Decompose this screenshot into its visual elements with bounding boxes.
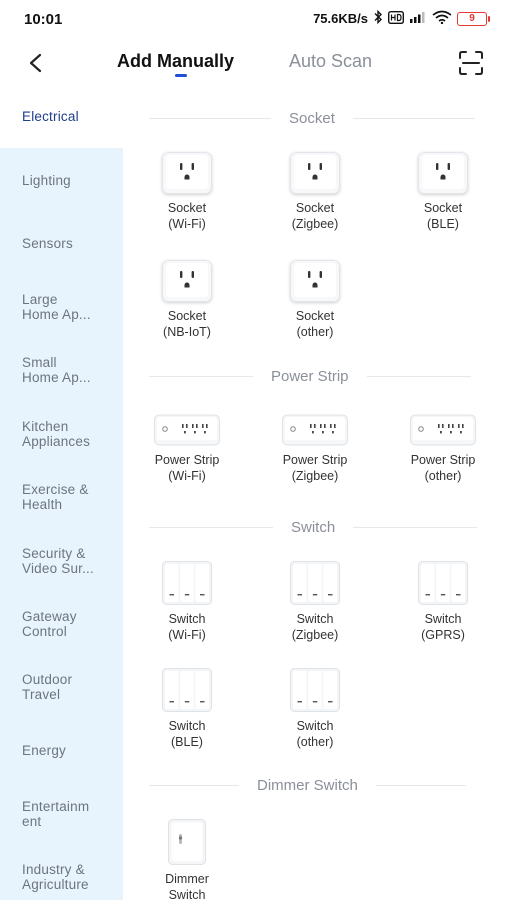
- tab-auto-scan[interactable]: Auto Scan: [289, 51, 373, 71]
- sidebar-item-label: Home Ap...: [22, 370, 91, 385]
- sidebar-item-label: Outdoor: [22, 672, 73, 687]
- device-variant: Switch: [168, 888, 206, 900]
- divider: [149, 527, 273, 528]
- sidebar-item-energy[interactable]: [22, 743, 118, 758]
- socket-icon: [132, 260, 242, 302]
- device-socket-wifi[interactable]: [132, 152, 242, 232]
- device-name: Switch: [168, 719, 206, 733]
- device-variant: (BLE): [427, 217, 459, 231]
- device-power-strip-other[interactable]: [388, 414, 498, 484]
- device-power-strip-zigbee[interactable]: [260, 414, 370, 484]
- sidebar-item-outdoor-travel[interactable]: [22, 672, 118, 702]
- device-switch-ble[interactable]: [132, 668, 242, 750]
- sidebar-item-sensors[interactable]: [22, 236, 118, 251]
- device-name: Power Strip: [410, 453, 476, 467]
- sidebar-item-small-home-appliances[interactable]: [22, 355, 118, 385]
- sidebar-item-label: Control: [22, 624, 67, 639]
- tab-add-manually[interactable]: Add Manually: [117, 51, 235, 71]
- power-strip-icon: [388, 414, 498, 446]
- device-variant: (Zigbee): [291, 628, 339, 642]
- sidebar-item-large-home-appliances[interactable]: [22, 292, 118, 322]
- back-icon[interactable]: [22, 49, 50, 77]
- header: [0, 38, 507, 88]
- section-label: Dimmer Switch: [257, 776, 358, 794]
- device-socket-ble[interactable]: [388, 152, 498, 232]
- dimmer-switch-icon: [132, 819, 242, 865]
- device-dimmer-switch[interactable]: [132, 819, 242, 900]
- divider: [149, 785, 239, 786]
- device-variant: (Wi-Fi): [168, 469, 206, 483]
- device-variant: (GPRS): [421, 628, 465, 642]
- sidebar-item-label: Large: [22, 292, 58, 307]
- power-strip-icon: [132, 414, 242, 446]
- device-name: Socket: [167, 201, 207, 215]
- sidebar-item-label: Gateway: [22, 609, 77, 624]
- device-variant: (other): [296, 325, 334, 339]
- sidebar-item-label: Industry &: [22, 862, 85, 877]
- divider: [353, 118, 475, 119]
- sidebar-item-label: Lighting: [22, 173, 71, 188]
- device-variant: (other): [296, 735, 334, 749]
- device-variant: (other): [424, 469, 462, 483]
- device-name: Socket: [423, 201, 463, 215]
- section-label: Switch: [291, 518, 336, 536]
- wifi-icon: [432, 10, 452, 27]
- divider: [353, 527, 477, 528]
- device-name: Switch: [296, 612, 334, 626]
- sidebar-item-label: Kitchen: [22, 419, 69, 434]
- device-name: Switch: [424, 612, 462, 626]
- bluetooth-icon: [373, 10, 383, 27]
- network-speed: 75.6KB/s: [313, 11, 368, 26]
- sidebar-item-kitchen-appliances[interactable]: [22, 419, 118, 449]
- device-variant: (Zigbee): [291, 469, 339, 483]
- category-sidebar: [0, 88, 123, 900]
- power-strip-icon: [260, 414, 370, 446]
- sidebar-item-label: Agriculture: [22, 877, 89, 892]
- sidebar-item-label: Appliances: [22, 434, 91, 449]
- section-label: Socket: [289, 109, 335, 127]
- section-label: Power Strip: [271, 367, 349, 385]
- device-name: Socket: [295, 201, 335, 215]
- switch-icon: [132, 668, 242, 712]
- device-variant: (BLE): [171, 735, 203, 749]
- sidebar-item-lighting[interactable]: [22, 173, 118, 188]
- sidebar-item-gateway-control[interactable]: [22, 609, 118, 639]
- signal-icon: [409, 11, 427, 26]
- socket-icon: [388, 152, 498, 194]
- device-switch-other[interactable]: [260, 668, 370, 750]
- sidebar-item-label: Energy: [22, 743, 66, 758]
- sidebar-item-label: Electrical: [22, 109, 79, 124]
- divider: [376, 785, 466, 786]
- active-tab-indicator: [175, 74, 187, 77]
- device-switch-zigbee[interactable]: [260, 561, 370, 643]
- device-variant: (Zigbee): [291, 217, 339, 231]
- section-title-socket: [149, 108, 483, 128]
- device-switch-wifi[interactable]: [132, 561, 242, 643]
- divider: [149, 118, 271, 119]
- divider: [149, 376, 253, 377]
- device-content: [123, 88, 507, 900]
- device-switch-gprs[interactable]: [388, 561, 498, 643]
- status-time: 10:01: [24, 11, 63, 28]
- section-title-dimmer-switch: [149, 775, 483, 795]
- device-variant: (NB-IoT): [163, 325, 211, 339]
- device-socket-zigbee[interactable]: [260, 152, 370, 232]
- switch-icon: [388, 561, 498, 605]
- sidebar-item-exercise-health[interactable]: [22, 482, 118, 512]
- sidebar-item-label: Travel: [22, 687, 61, 702]
- sidebar-item-label: Security &: [22, 546, 86, 561]
- socket-icon: [260, 152, 370, 194]
- sidebar-item-label: Small: [22, 355, 57, 370]
- sidebar-item-label: Video Sur...: [22, 561, 94, 576]
- status-bar: [0, 0, 507, 38]
- hd-icon: [388, 11, 404, 27]
- device-variant: (Wi-Fi): [168, 217, 206, 231]
- battery-level: 9: [469, 13, 475, 24]
- section-title-switch: [149, 517, 483, 537]
- divider: [367, 376, 471, 377]
- sidebar-item-label: Entertainm: [22, 799, 90, 814]
- status-icons: [313, 10, 487, 27]
- battery-icon: [457, 12, 487, 26]
- sidebar-item-label: Sensors: [22, 236, 73, 251]
- sidebar-item-label: ent: [22, 814, 42, 829]
- device-socket-other[interactable]: [260, 260, 370, 340]
- device-name: Socket: [167, 309, 207, 323]
- device-power-strip-wifi[interactable]: [132, 414, 242, 484]
- device-name: Power Strip: [282, 453, 348, 467]
- device-name: Dimmer: [165, 872, 209, 886]
- device-variant: (Wi-Fi): [168, 628, 206, 642]
- socket-icon: [260, 260, 370, 302]
- switch-icon: [260, 561, 370, 605]
- sidebar-item-entertainment[interactable]: [22, 799, 118, 829]
- switch-icon: [260, 668, 370, 712]
- sidebar-item-label: Health: [22, 497, 63, 512]
- socket-icon: [132, 152, 242, 194]
- sidebar-item-label: Home Ap...: [22, 307, 91, 322]
- device-socket-nb-iot[interactable]: [132, 260, 242, 340]
- sidebar-item-security-video[interactable]: [22, 546, 118, 576]
- device-name: Switch: [168, 612, 206, 626]
- sidebar-item-electrical[interactable]: [22, 109, 118, 124]
- sidebar-item-label: Exercise &: [22, 482, 89, 497]
- device-name: Power Strip: [154, 453, 220, 467]
- sidebar-bg: [0, 148, 123, 900]
- sidebar-item-industry-agriculture[interactable]: [22, 862, 118, 892]
- switch-icon: [132, 561, 242, 605]
- device-name: Socket: [295, 309, 335, 323]
- section-title-power-strip: [149, 366, 483, 386]
- scan-icon[interactable]: [457, 49, 485, 77]
- device-name: Switch: [296, 719, 334, 733]
